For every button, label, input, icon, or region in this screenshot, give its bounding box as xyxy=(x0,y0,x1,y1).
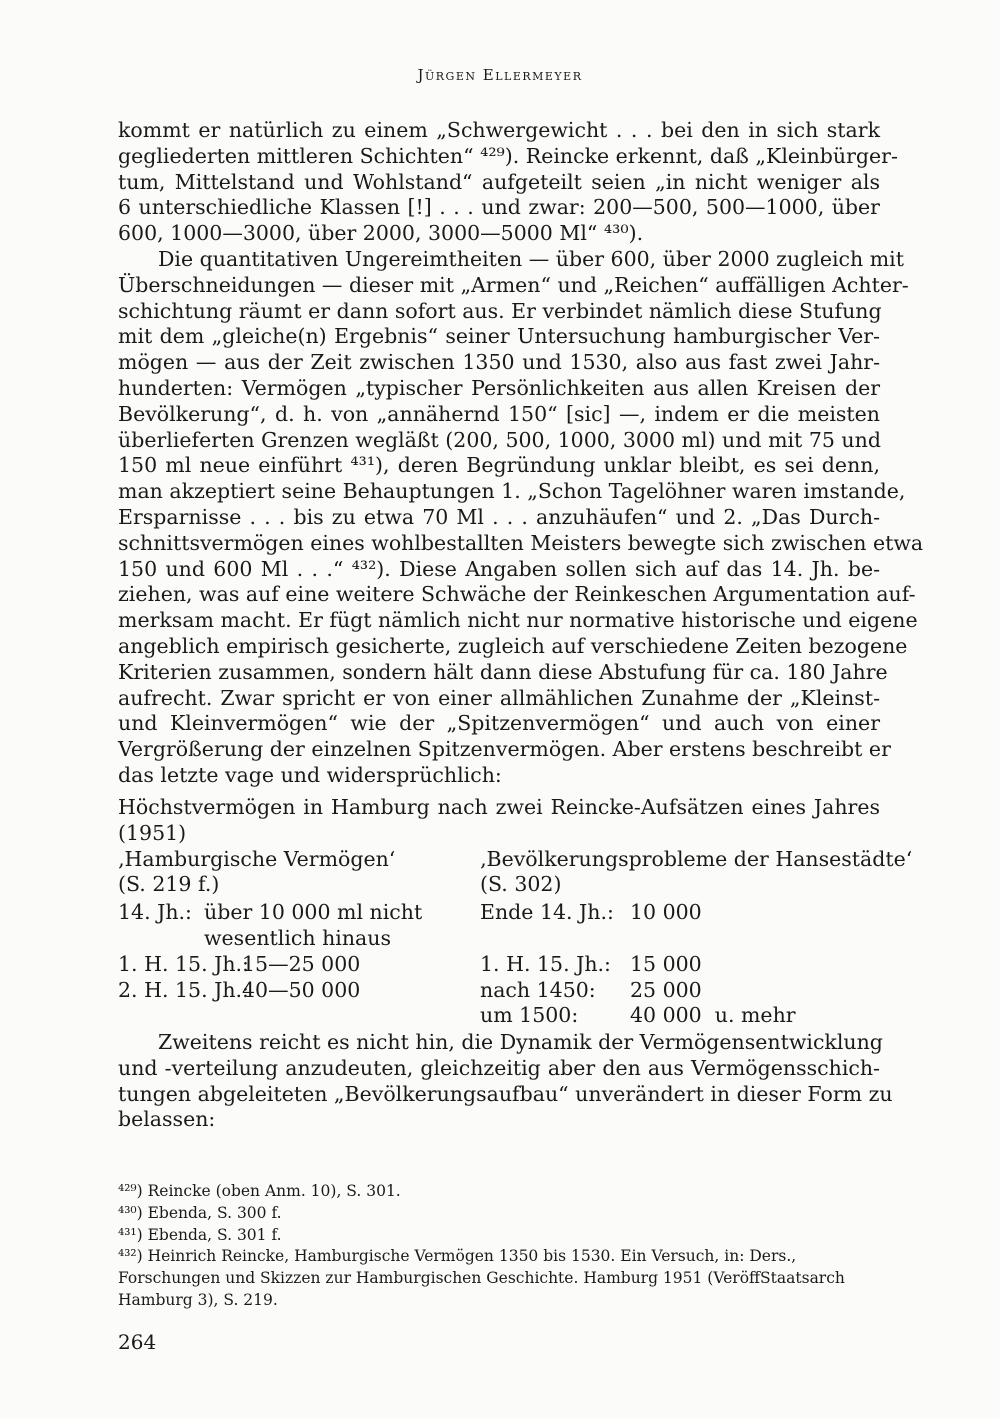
paragraph-3 xyxy=(118,1030,893,1133)
text-line: merksam macht. Er fügt nämlich nicht nur normative historische und eigene xyxy=(118,608,918,633)
left-value: über 10 000 ml nicht xyxy=(204,900,423,925)
text-line: Die quantitativen Ungereimtheiten — über 600, über 2000 zugleich mit xyxy=(158,247,904,271)
left-period: 2. H. 15. Jh.: xyxy=(118,977,249,1002)
text-line: gegliederten mittleren Schichten“ ⁴²⁹). Reincke erkennt, daß „Kleinbürger- xyxy=(118,143,898,168)
text-line: kommt er natürlich zu einem „Schwergewicht . . . bei den in sich stark xyxy=(118,118,880,142)
right-value: 40 000 u. mehr xyxy=(630,1003,796,1028)
footnote: ⁴³¹) Ebenda, S. 301 f. xyxy=(118,1225,282,1244)
text-line: mit dem „gleiche(n) Ergebnis“ seiner Untersuchung hamburgischer Ver- xyxy=(118,324,880,349)
footnote-continuation: Forschungen und Skizzen zur Hamburgischen Geschichte. Hamburg 1951 (VeröffStaatsarch xyxy=(118,1269,845,1288)
left-value: 40—50 000 xyxy=(242,977,361,1002)
right-period: nach 1450: xyxy=(480,977,596,1002)
text-line: 600, 1000—3000, über 2000, 3000—5000 Ml“ ⁴³⁰). xyxy=(118,221,644,246)
text-line: Überschneidungen — dieser mit „Armen“ und „Reichen“ auffälligen Achter- xyxy=(118,272,909,297)
table-row xyxy=(118,926,880,952)
table-source-row xyxy=(118,872,880,898)
footnote-continuation: Hamburg 3), S. 219. xyxy=(118,1290,278,1309)
running-title: Jürgen Ellermeyer xyxy=(417,66,583,84)
table-row xyxy=(118,978,880,1004)
text-line: schichtung räumt er dann sofort aus. Er verbindet nämlich diese Stufung xyxy=(118,298,882,323)
wealth-table xyxy=(118,795,913,1029)
text-line: angeblich empirisch gesicherte, zugleich auf verschiedene Zeiten bezogene xyxy=(118,633,908,658)
text-line: Ersparnisse . . . bis zu etwa 70 Ml . . . anzuhäufen“ und 2. „Das Durch- xyxy=(118,504,880,529)
text-line: tum, Mittelstand und Wohlstand“ aufgeteilt seien „in nicht weniger als xyxy=(118,169,880,194)
text-line: Zweitens reicht es nicht hin, die Dynamik der Vermögensentwicklung xyxy=(158,1030,883,1054)
left-period: 14. Jh.: xyxy=(118,900,192,925)
right-period: 1. H. 15. Jh.: xyxy=(480,951,611,976)
right-heading: ‚Bevölkerungsprobleme der Hansestädte‘ xyxy=(480,846,913,871)
text-line: 6 unterschiedliche Klassen [!] . . . und zwar: 200—500, 500—1000, über xyxy=(118,195,880,220)
text-line: ziehen, was auf eine weitere Schwäche der Reinkeschen Argumentation auf- xyxy=(118,582,916,607)
right-value: 25 000 xyxy=(630,977,702,1002)
running-header xyxy=(0,66,1000,84)
text-line: und -verteilung anzudeuten, gleichzeitig aber den aus Vermögensschich- xyxy=(118,1055,880,1080)
text-line: Vergrößerung der einzelnen Spitzenvermögen. Aber erstens beschreibt er xyxy=(118,737,891,762)
right-value: 10 000 xyxy=(630,900,702,925)
paragraph-2 xyxy=(118,247,924,789)
table-heading-row xyxy=(118,846,913,873)
text-line: schnittsvermögen eines wohlbestallten Meisters bewegte sich zwischen etwa xyxy=(118,530,924,555)
right-period: um 1500: xyxy=(480,1003,579,1028)
footnotes xyxy=(118,1181,880,1312)
table-title: Höchstvermögen in Hamburg nach zwei Reincke-Aufsätzen eines Jahres xyxy=(118,795,880,819)
page-number: 264 xyxy=(118,1330,157,1354)
text-line: Bevölkerung“, d. h. von „annähernd 150“ [sic] —, indem er die meisten xyxy=(118,401,880,426)
left-value: 15—25 000 xyxy=(242,951,361,976)
table-row xyxy=(118,1003,880,1029)
left-heading: ‚Hamburgische Vermögen‘ xyxy=(118,846,396,871)
left-value: wesentlich hinaus xyxy=(204,925,391,950)
text-line: überlieferten Grenzen wegläßt (200, 500, 1000, 3000 ml) und mit 75 und xyxy=(118,427,881,452)
text-line: 150 ml neue einführt ⁴³¹), deren Begründung unklar bleibt, es sei denn, xyxy=(118,453,880,478)
text-line: und Kleinvermögen“ wie der „Spitzenvermögen“ und auch von einer xyxy=(118,711,880,736)
text-line: hunderten: Vermögen „typischer Persönlichkeiten aus allen Kreisen der xyxy=(118,375,880,400)
table-row xyxy=(118,900,880,926)
left-source: (S. 219 f.) xyxy=(118,872,220,897)
left-period: 1. H. 15. Jh.: xyxy=(118,951,249,976)
right-value: 15 000 xyxy=(630,951,702,976)
paragraph-1 xyxy=(118,118,898,247)
table-title-year: (1951) xyxy=(118,820,187,845)
text-line: Kriterien zusammen, sondern hält dann diese Abstufung für ca. 180 Jahre xyxy=(118,659,888,684)
text-line: belassen: xyxy=(118,1107,216,1132)
footnote: ⁴³²) Heinrich Reincke, Hamburgische Vermögen 1350 bis 1530. Ein Versuch, in: Ders., xyxy=(118,1247,797,1266)
text-line: man akzeptiert seine Behauptungen 1. „Schon Tagelöhner waren imstande, xyxy=(118,479,906,504)
footnote: ⁴³⁰) Ebenda, S. 300 f. xyxy=(118,1203,282,1222)
table-row xyxy=(118,952,880,978)
text-line: mögen — aus der Zeit zwischen 1350 und 1530, also aus fast zwei Jahr- xyxy=(118,350,880,375)
right-source: (S. 302) xyxy=(480,872,562,897)
text-line: 150 und 600 Ml . . .“ ⁴³²). Diese Angaben sollen sich auf das 14. Jh. be- xyxy=(118,556,880,581)
footnote: ⁴²⁹) Reincke (oben Anm. 10), S. 301. xyxy=(118,1182,401,1200)
right-period: Ende 14. Jh.: xyxy=(480,900,614,925)
text-line: aufrecht. Zwar spricht er von einer allmählichen Zunahme der „Kleinst- xyxy=(118,685,880,710)
text-line: tungen abgeleiteten „Bevölkerungsaufbau“ unverändert in dieser Form zu xyxy=(118,1081,893,1106)
text-line: das letzte vage und widersprüchlich: xyxy=(118,762,502,787)
